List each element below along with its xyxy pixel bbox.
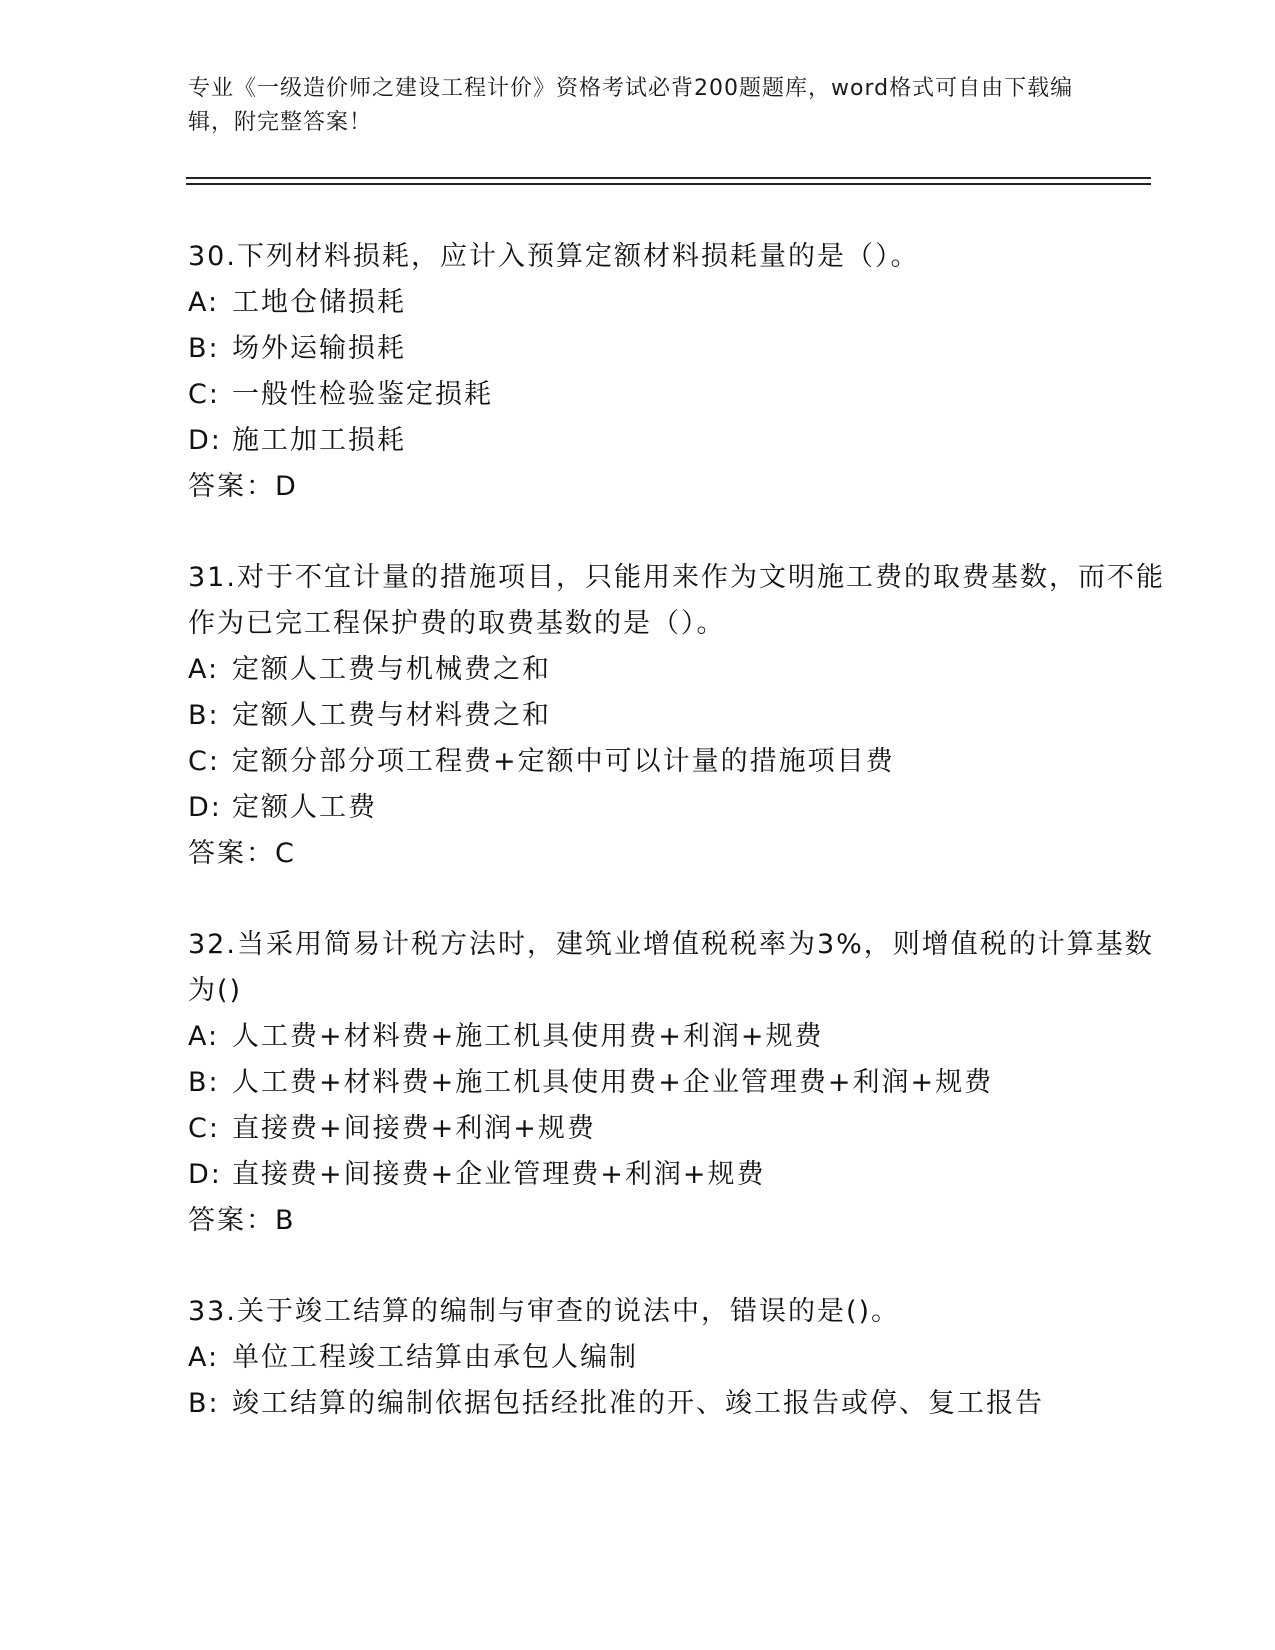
option-letter: B: [188, 700, 220, 731]
option-letter: D: [188, 1159, 222, 1190]
option-text: 竣工结算的编制依据包括经批准的开、竣工报告或停、复工报告 [232, 1388, 1044, 1419]
question-33 [188, 1289, 1168, 1427]
option-b [188, 693, 1168, 739]
option-letter: A: [188, 654, 220, 685]
option-a [188, 1335, 1168, 1381]
option-letter: B: [188, 1388, 220, 1419]
option-text: 施工加工损耗 [232, 425, 406, 456]
answer-text: 答案：B [188, 1205, 296, 1236]
option-letter: A: [188, 287, 220, 318]
question-text: 31.对于不宜计量的措施项目，只能用来作为文明施工费的取费基数，而不能作为已完工程保护费的取费基数的是（）。 [188, 562, 1165, 639]
header-rule-bottom [186, 183, 1151, 185]
option-text: 定额人工费与机械费之和 [232, 654, 551, 685]
option-c [188, 372, 1168, 418]
option-text: 人工费+材料费+施工机具使用费+企业管理费+利润+规费 [232, 1067, 994, 1098]
question-31 [188, 555, 1168, 877]
option-text: 定额人工费与材料费之和 [232, 700, 551, 731]
option-letter: A: [188, 1342, 220, 1373]
option-text: 人工费+材料费+施工机具使用费+利润+规费 [232, 1021, 824, 1052]
option-letter: C: [188, 1113, 220, 1144]
option-text: 定额人工费 [232, 792, 377, 823]
question-list [188, 234, 1168, 1472]
document-header: 专业《一级造价师之建设工程计价》资格考试必背200题题库，word格式可自由下载编辑，附完整答案！ [188, 76, 1074, 135]
option-letter: C: [188, 379, 220, 410]
option-text: 直接费+间接费+利润+规费 [232, 1113, 596, 1144]
option-a [188, 1014, 1168, 1060]
option-b [188, 1381, 1168, 1427]
question-text: 33.关于竣工结算的编制与审查的说法中，错误的是()。 [188, 1296, 901, 1327]
header-rule-top [186, 177, 1151, 179]
option-text: 单位工程竣工结算由承包人编制 [232, 1342, 638, 1373]
answer-text: 答案：D [188, 471, 298, 502]
option-a [188, 647, 1168, 693]
option-c [188, 739, 1168, 785]
option-letter: B: [188, 333, 220, 364]
answer-text: 答案：C [188, 838, 296, 869]
question-30 [188, 234, 1168, 510]
option-letter: C: [188, 746, 220, 777]
option-letter: D: [188, 792, 222, 823]
option-text: 直接费+间接费+企业管理费+利润+规费 [232, 1159, 766, 1190]
option-d [188, 785, 1168, 831]
option-text: 工地仓储损耗 [232, 287, 406, 318]
option-b [188, 326, 1168, 372]
option-d [188, 1152, 1168, 1198]
option-b [188, 1060, 1168, 1106]
option-letter: A: [188, 1021, 220, 1052]
question-text: 30.下列材料损耗，应计入预算定额材料损耗量的是（）。 [188, 241, 920, 272]
question-32 [188, 922, 1168, 1244]
option-a [188, 280, 1168, 326]
option-letter: D: [188, 425, 222, 456]
option-letter: B: [188, 1067, 220, 1098]
option-text: 场外运输损耗 [232, 333, 406, 364]
option-d [188, 418, 1168, 464]
option-c [188, 1106, 1168, 1152]
option-text: 定额分部分项工程费+定额中可以计量的措施项目费 [232, 746, 895, 777]
question-text: 32.当采用简易计税方法时，建筑业增值税税率为3%，则增值税的计算基数为() [188, 929, 1154, 1006]
option-text: 一般性检验鉴定损耗 [232, 379, 493, 410]
